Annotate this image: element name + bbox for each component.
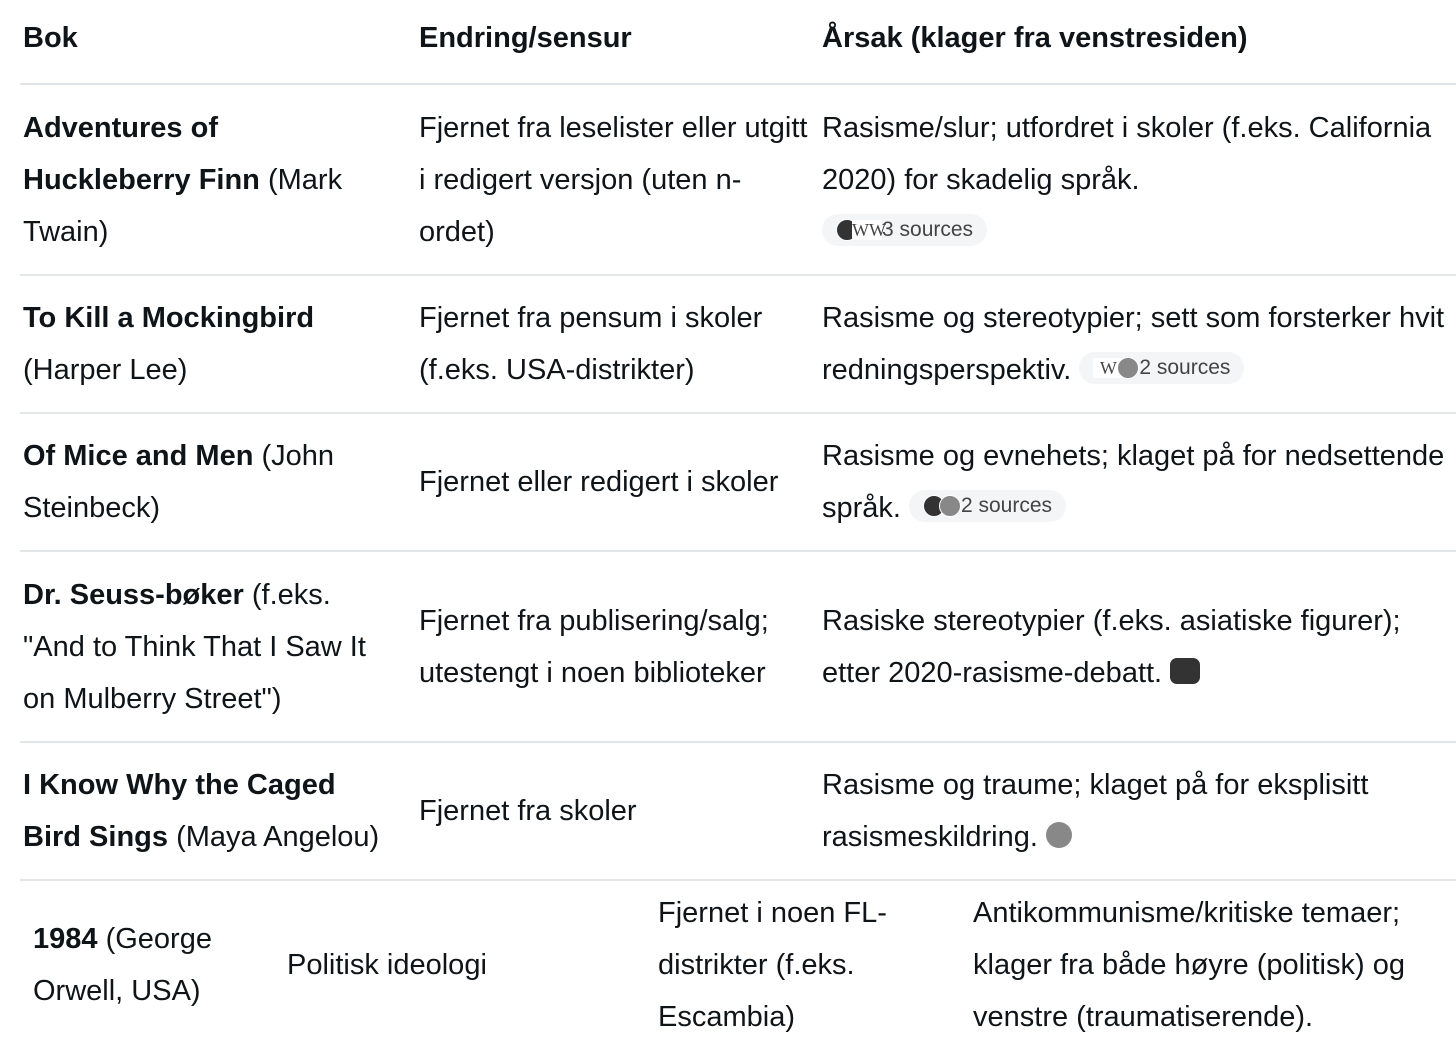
- book-title: I Know Why the Caged Bird Sings: [23, 769, 336, 853]
- change-cell: Fjernet i noen FL-distrikter (f.eks. Escambia): [658, 896, 887, 1033]
- header-book: Bok: [23, 22, 78, 54]
- table-row: [20, 743, 1456, 881]
- book-author: (George Orwell, USA): [33, 922, 212, 1007]
- header-change: Endring/sensur: [419, 22, 632, 54]
- table-row: [20, 276, 1456, 414]
- table-row: [30, 883, 1456, 1046]
- change-cell: Fjernet fra pensum i skoler (f.eks. USA-distrikter): [419, 302, 763, 386]
- book-title: 1984: [33, 922, 98, 955]
- reason-cell: [822, 759, 1452, 863]
- category-cell: Politisk ideologi: [287, 948, 487, 981]
- sources-pill[interactable]: [909, 490, 1066, 522]
- abc-icon[interactable]: [1170, 658, 1200, 684]
- book-author: (Mark Twain): [23, 163, 343, 248]
- reason-cell: Antikommunisme/kritiske temaer; klager fra både høyre (politisk) og venstre (traumatiserende).: [973, 896, 1405, 1033]
- header-reason: Årsak (klager fra venstresiden): [822, 22, 1248, 54]
- reason-cell: [822, 102, 1452, 258]
- book-cell: [23, 292, 393, 396]
- table-row: [20, 85, 1456, 276]
- gray-circle-icon: [1117, 357, 1139, 379]
- change-cell: Fjernet fra leselister eller utgitt i redigert versjon (uten n-ordet): [419, 111, 808, 248]
- book-author: (f.eks. "And to Think That I Saw It on Mulberry Street"): [23, 578, 366, 715]
- reason-text: Rasisme og evnehets; klaget på for nedsettende språk.: [822, 440, 1445, 524]
- book-cell: [23, 569, 393, 725]
- reason-cell: [822, 430, 1452, 534]
- sources-label: 2 sources: [1139, 356, 1231, 380]
- book-title: Dr. Seuss-bøker: [23, 578, 244, 611]
- book-title: Adventures of Huckleberry Finn: [23, 111, 260, 196]
- sources-pill[interactable]: [1079, 352, 1244, 384]
- change-cell: Fjernet fra publisering/salg; utestengt i noen biblioteker: [419, 604, 769, 689]
- reason-cell: [822, 292, 1452, 396]
- book-cell: [33, 913, 263, 1017]
- gray-circle-icon[interactable]: [1046, 822, 1072, 848]
- ww-icon: WW: [852, 219, 886, 240]
- book-author: (John Steinbeck): [23, 440, 335, 524]
- book-title: To Kill a Mockingbird: [23, 302, 315, 334]
- book-cell: [23, 759, 393, 863]
- book-author: (Maya Angelou): [176, 821, 380, 853]
- book-cell: [23, 102, 393, 258]
- sources-label: 2 sources: [960, 494, 1053, 518]
- sources-pill[interactable]: [822, 214, 987, 246]
- reason-cell: [822, 595, 1452, 699]
- book-title: Of Mice and Men: [23, 440, 254, 472]
- table-row: [20, 414, 1456, 552]
- table-header: [20, 0, 1456, 85]
- ww-icon: W: [1093, 358, 1123, 378]
- table-row: [20, 552, 1456, 743]
- change-cell: Fjernet fra skoler: [419, 795, 637, 827]
- reason-text: Rasisme/slur; utfordret i skoler (f.eks. California 2020) for skadelig språk.: [822, 111, 1432, 196]
- gray-circle-icon: [939, 495, 961, 517]
- reason-text: Rasisme og stereotypier; sett som forsterker hvit redningsperspektiv.: [822, 302, 1445, 386]
- change-cell: Fjernet eller redigert i skoler: [419, 466, 779, 498]
- book-author: (Harper Lee): [23, 354, 188, 386]
- book-cell: [23, 430, 393, 534]
- sources-label: 3 sources: [882, 217, 974, 241]
- reason-text: Rasiske stereotypier (f.eks. asiatiske figurer); etter 2020-rasisme-debatt.: [822, 604, 1401, 689]
- reason-text: Rasisme og traume; klaget på for eksplisitt rasismeskildring.: [822, 769, 1369, 853]
